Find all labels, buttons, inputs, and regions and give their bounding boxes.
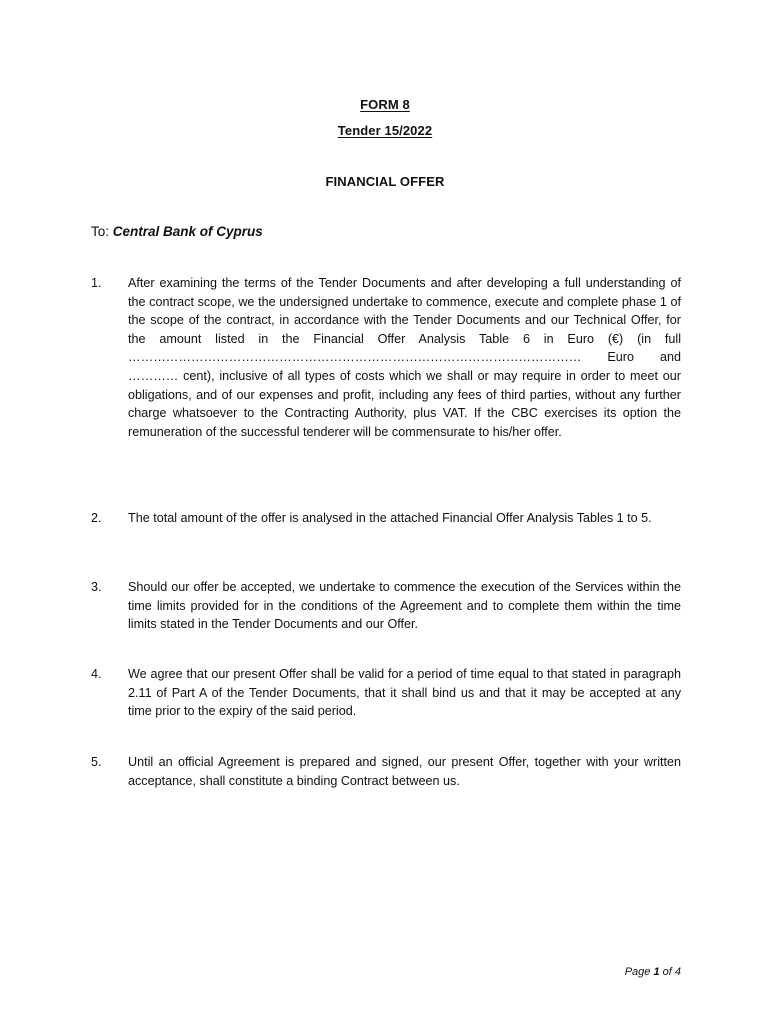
clause-number: 3. [91, 580, 102, 594]
clause-text: After examining the terms of the Tender Documents and after developing a full understanding of the contract scope, we the undersigned undertake to commence, execute and complete phase 1 of the scope of the contract, in accordance with the Tender Documents and our Technical Offer, for the amount listed in the Financial Offer Analysis Table 6 in Euro (€) (in full ……………………………………………………………………………………………… Euro and ………… cent), inclusive of all types of costs which we shall or may require in order to meet our obligations, and of our expenses and profit, including any fees of third parties, without any further charge whatsoever to the Contracting Authority, plus VAT. If the CBC exercises its option the remuneration of the successful tenderer will be commensurate to his/her offer. [128, 276, 681, 439]
form-number: FORM 8 [360, 97, 410, 112]
clause-3 [91, 578, 681, 634]
clause-text: Should our offer be accepted, we undertake to commence the execution of the Services within the time limits provided for in the conditions of the Agreement and to complete them within the time limits stated in the Tender Documents and our Offer. [128, 580, 681, 632]
clause-1 [91, 274, 681, 441]
clause-2 [91, 509, 681, 528]
tender-number-heading [0, 123, 770, 138]
clause-4 [91, 665, 681, 721]
page-label: Page [624, 966, 651, 978]
form-number-heading [0, 97, 770, 112]
document-title [0, 174, 770, 189]
clause-text: Until an official Agreement is prepared and signed, our present Offer, together with your written acceptance, shall constitute a binding Contract between us. [128, 755, 681, 788]
clause-number: 5. [91, 755, 102, 769]
page-current: 1 [653, 966, 660, 978]
page-number-footer [625, 966, 681, 978]
clause-number: 2. [91, 511, 102, 525]
page-total: of 4 [662, 966, 681, 978]
document-title-text: FINANCIAL OFFER [325, 174, 445, 189]
clause-5 [91, 753, 681, 790]
recipient-name: Central Bank of Cyprus [112, 224, 263, 239]
clause-number: 4. [91, 667, 102, 681]
clause-number: 1. [91, 276, 102, 290]
clause-text: We agree that our present Offer shall be valid for a period of time equal to that stated in paragraph 2.11 of Part A of the Tender Documents, that it shall bind us and that it may be accepted at any time prior to the expiry of the said period. [128, 667, 681, 719]
recipient-prefix: To: [91, 224, 110, 239]
tender-number: Tender 15/2022 [337, 123, 433, 138]
recipient-line [91, 224, 263, 239]
clause-text: The total amount of the offer is analysed in the attached Financial Offer Analysis Tables 1 to 5. [128, 511, 652, 525]
